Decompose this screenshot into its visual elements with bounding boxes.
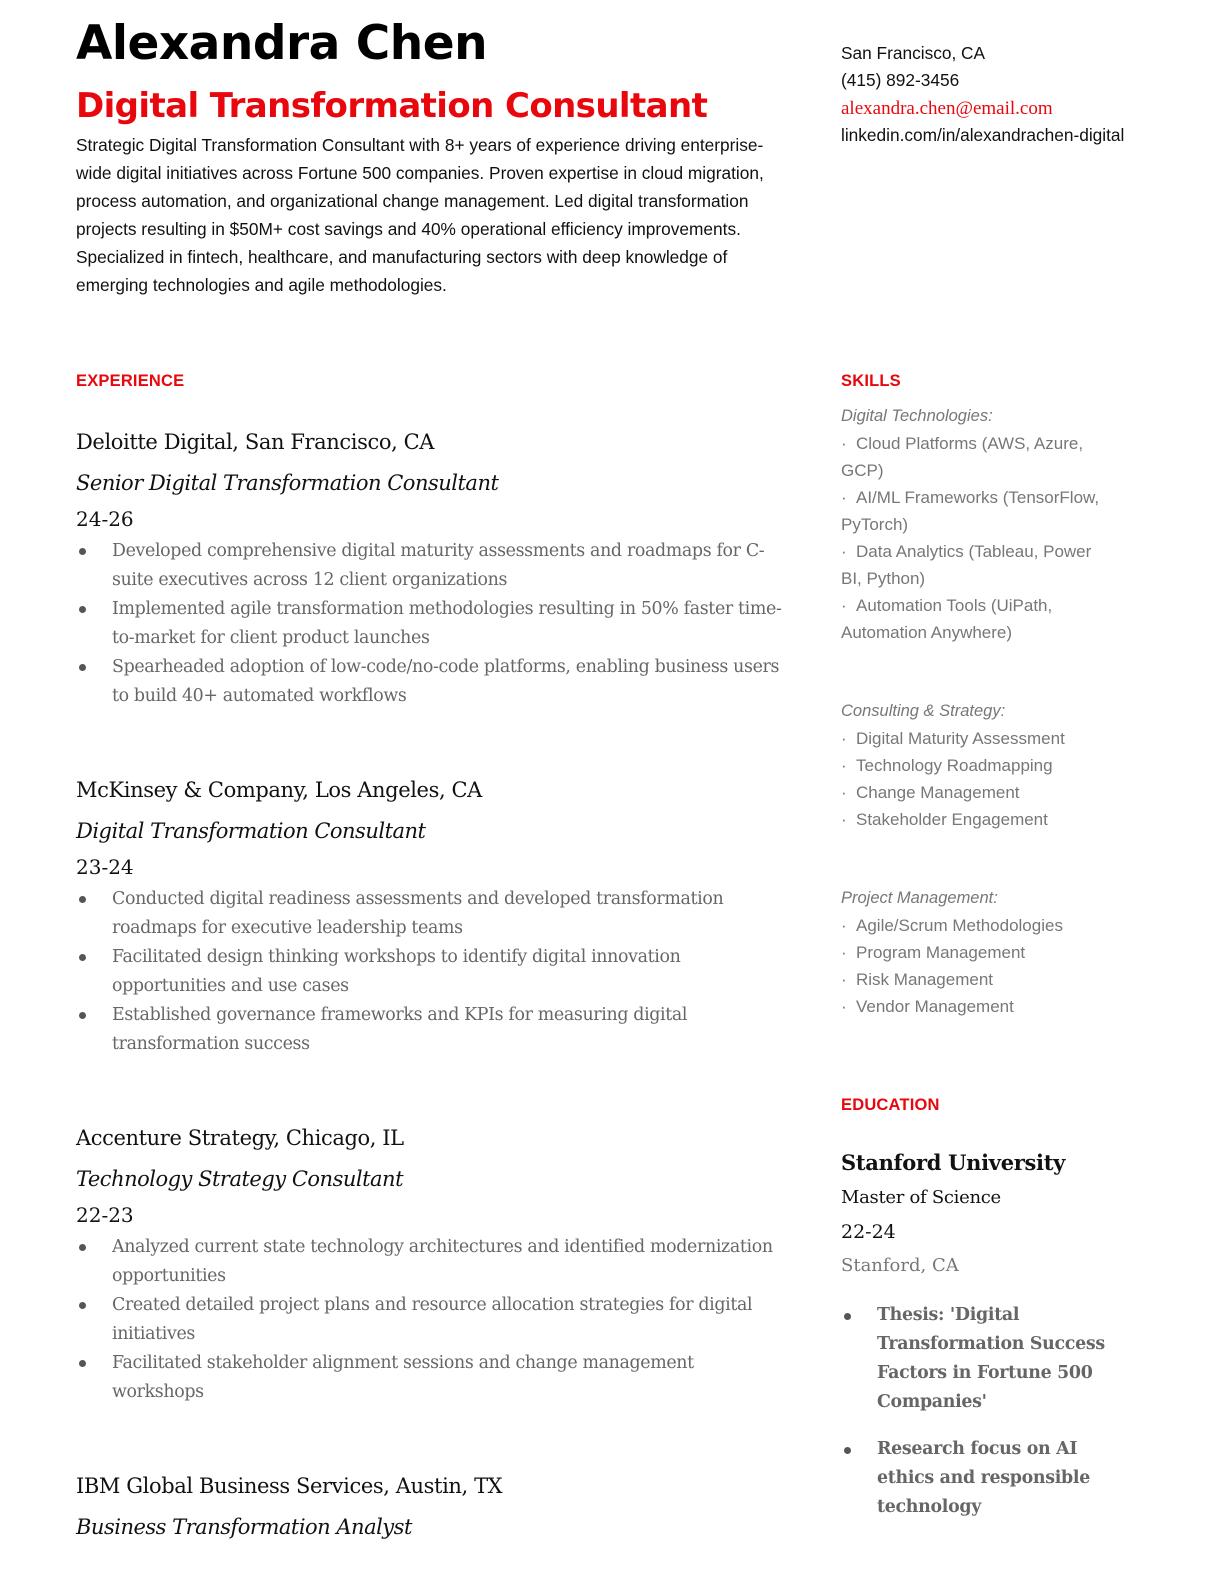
education-degree: Master of Science [841, 1187, 1001, 1208]
candidate-title: Digital Transformation Consultant [76, 86, 708, 126]
bullet-icon [79, 1012, 86, 1019]
job-bullet: Facilitated design thinking workshops to identify digital innovation opportunities and use cases [76, 943, 786, 1001]
education-bullet: Thesis: 'Digital Transformation Success Factors in Fortune 500 Companies' [841, 1301, 1131, 1417]
skill-group [841, 885, 1111, 1020]
job-dates: 23-24 [76, 855, 134, 879]
skill-category: Consulting & Strategy: [841, 702, 1006, 720]
skill-group [841, 403, 1111, 646]
job-bullet: Established governance frameworks and KPIs for measuring digital transformation success [76, 1001, 786, 1059]
education-bullets [841, 1301, 1131, 1522]
contact-location: San Francisco, CA [841, 43, 986, 63]
skill-item: · Program Management [841, 939, 1111, 966]
bullet-icon [79, 1302, 86, 1309]
job-bullet: Spearheaded adoption of low-code/no-code platforms, enabling business users to build 40+ automated workflows [76, 653, 786, 711]
skill-category: Digital Technologies: [841, 407, 993, 425]
job-bullets [76, 1233, 786, 1407]
job-bullets [76, 885, 786, 1059]
professional-summary: Strategic Digital Transformation Consultant with 8+ years of experience driving enterprise-wide digital initiatives across Fortune 500 companies. Proven expertise in cloud migration, process automation, and organizational change management. Led digital transformation projects resulting in $50M+ cost savings and 40% operational efficiency improvements. Specialized in fintech, healthcare, and manufacturing sectors with deep knowledge of emerging technologies and agile methodologies. [76, 135, 764, 295]
job-bullet: Analyzed current state technology architectures and identified modernization opportunities [76, 1233, 786, 1291]
bullet-icon: · [841, 542, 847, 561]
skill-item: · Technology Roadmapping [841, 752, 1111, 779]
education-bullet: Research focus on AI ethics and responsible technology [841, 1435, 1131, 1522]
contact-linkedin-link[interactable]: linkedin.com/in/alexandrachen-digital [841, 124, 1125, 145]
bullet-icon: · [841, 970, 847, 989]
job-bullet: Implemented agile transformation methodologies resulting in 50% faster time-to-market for client product launches [76, 595, 786, 653]
bullet-icon [79, 548, 86, 555]
skill-item: · Vendor Management [841, 993, 1111, 1020]
contact-phone: (415) 892-3456 [841, 70, 960, 91]
job-role: Senior Digital Transformation Consultant [76, 471, 499, 495]
contact-info [841, 40, 1131, 149]
education-entry [841, 1147, 1131, 1540]
skill-item: · Cloud Platforms (AWS, Azure, GCP) [841, 430, 1111, 484]
skill-item: · Data Analytics (Tableau, Power BI, Python) [841, 538, 1111, 592]
job-entry [76, 1471, 786, 1542]
bullet-icon [79, 954, 86, 961]
skill-item: · Risk Management [841, 966, 1111, 993]
bullet-icon: · [841, 810, 847, 829]
bullet-icon: · [841, 997, 847, 1016]
job-company: Deloitte Digital, San Francisco, CA [76, 430, 435, 454]
job-company: McKinsey & Company, Los Angeles, CA [76, 778, 482, 802]
job-role: Business Transformation Analyst [76, 1515, 412, 1539]
job-dates: 22-23 [76, 1203, 134, 1227]
job-company: Accenture Strategy, Chicago, IL [76, 1126, 404, 1150]
skill-group [841, 698, 1111, 833]
bullet-icon: · [841, 596, 847, 615]
skill-item: · Change Management [841, 779, 1111, 806]
bullet-icon: · [841, 729, 847, 748]
bullet-icon: · [841, 916, 847, 935]
job-entry [76, 775, 786, 1059]
bullet-icon [79, 1244, 86, 1251]
skill-item: · Stakeholder Engagement [841, 806, 1111, 833]
education-dates: 22-24 [841, 1221, 896, 1243]
job-bullet: Developed comprehensive digital maturity assessments and roadmaps for C-suite executives across 12 client organizations [76, 537, 786, 595]
job-bullets [76, 537, 786, 711]
skill-item: · AI/ML Frameworks (TensorFlow, PyTorch) [841, 484, 1111, 538]
education-school: Stanford University [841, 1150, 1066, 1175]
bullet-icon [79, 664, 86, 671]
job-bullet: Conducted digital readiness assessments and developed transformation roadmaps for executive leadership teams [76, 885, 786, 943]
job-company: IBM Global Business Services, Austin, TX [76, 1474, 503, 1498]
contact-email-link[interactable]: alexandra.chen@email.com [841, 97, 1053, 119]
job-bullet: Facilitated stakeholder alignment sessions and change management workshops [76, 1349, 786, 1407]
bullet-icon: · [841, 434, 847, 453]
candidate-name: Alexandra Chen [76, 16, 488, 71]
education-location: Stanford, CA [841, 1255, 959, 1276]
bullet-icon: · [841, 756, 847, 775]
bullet-icon: · [841, 488, 847, 507]
job-role: Technology Strategy Consultant [76, 1167, 404, 1191]
skills-heading: SKILLS [841, 372, 901, 390]
bullet-icon: · [841, 943, 847, 962]
bullet-icon [844, 1447, 851, 1454]
skill-item: · Agile/Scrum Methodologies [841, 912, 1111, 939]
skill-item: · Digital Maturity Assessment [841, 725, 1111, 752]
job-bullet: Created detailed project plans and resource allocation strategies for digital initiatives [76, 1291, 786, 1349]
education-heading: EDUCATION [841, 1096, 940, 1114]
bullet-icon: · [841, 783, 847, 802]
job-dates: 24-26 [76, 507, 134, 531]
bullet-icon [79, 896, 86, 903]
skill-item: · Automation Tools (UiPath, Automation Anywhere) [841, 592, 1111, 646]
job-entry [76, 1123, 786, 1407]
job-role: Digital Transformation Consultant [76, 819, 426, 843]
bullet-icon [79, 1360, 86, 1367]
job-entry [76, 427, 786, 711]
experience-heading: EXPERIENCE [76, 372, 185, 390]
skill-category: Project Management: [841, 889, 998, 907]
bullet-icon [844, 1313, 851, 1320]
bullet-icon [79, 606, 86, 613]
